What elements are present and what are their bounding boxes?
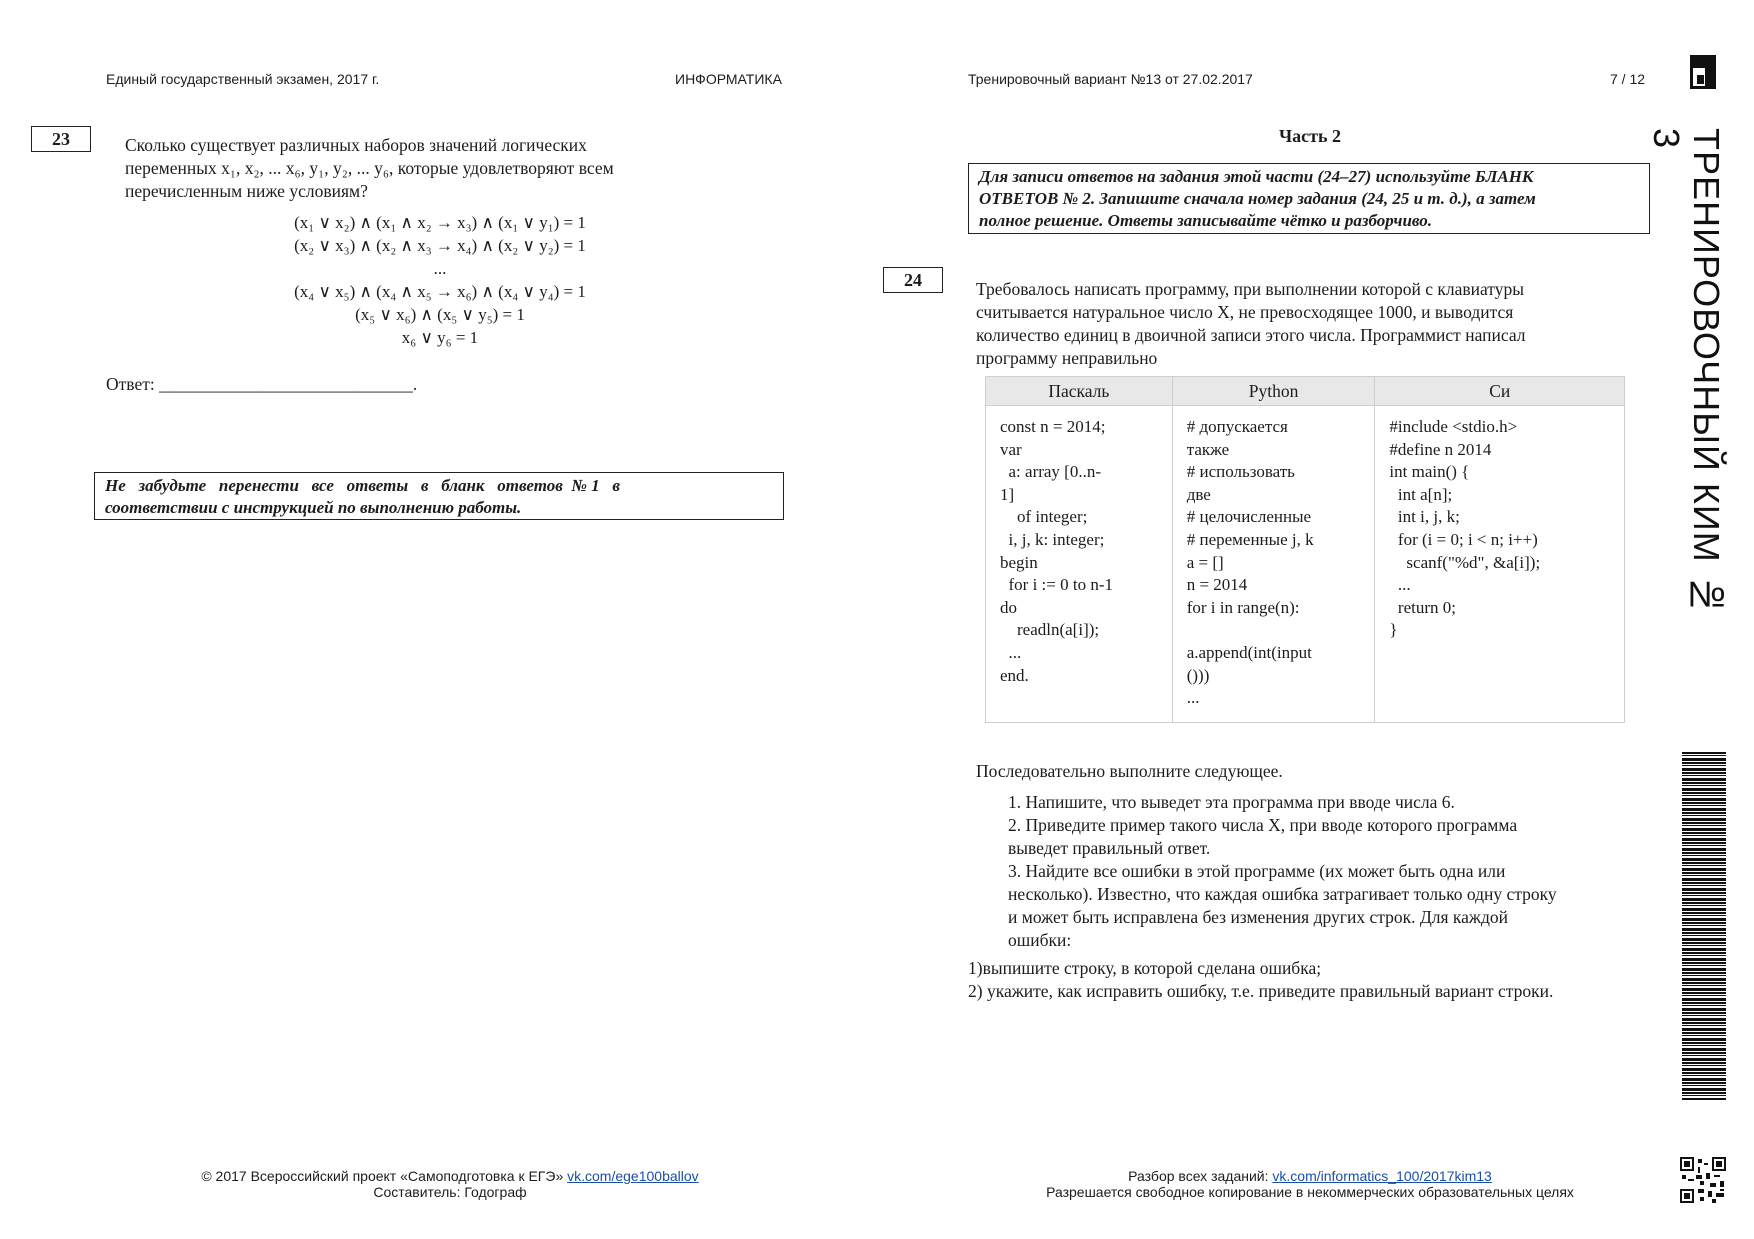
code-line: const n = 2014; [1000,417,1106,436]
code-table [985,376,1625,723]
code-line: for (i = 0; i < n; i++) [1389,529,1538,549]
column-header-pascal: Паскаль [986,377,1173,406]
question-line: Сколько существует различных наборов значений логических [125,135,587,155]
column-header-c: Си [1375,377,1625,406]
task-24-substeps [968,957,1658,1003]
code-line: ... [1000,642,1022,662]
step-line: ошибки: [1008,930,1072,950]
pascal-code [986,406,1173,723]
part-2-title: Часть 2 [1278,126,1342,146]
code-line: a = [] [1186,552,1224,572]
instruction-line: Для записи ответов на задания этой части (24–27) используйте БЛАНК [979,167,1534,186]
intro-line: программу неправильно [976,348,1158,368]
substep-line: 2) укажите, как исправить ошибку, т.е. приведите правильный вариант строки. [968,981,1554,1001]
code-line: scanf("%d", &a[i]); [1389,552,1541,572]
code-line: var [1000,439,1022,459]
c-code [1375,406,1625,723]
instruction-line: полное решение. Ответы записывайте чётко и разборчиво. [979,211,1433,230]
reminder-line: Не забудьте перенести все ответы в бланк ответов № 1 в [105,476,620,495]
code-line: int main() { [1389,462,1470,482]
code-line: for i in range(n): [1186,597,1300,617]
follow-instruction: Последовательно выполните следующее. [976,761,1283,781]
code-line: также [1186,439,1230,459]
equation: ... [433,259,447,278]
footer-copyright: © 2017 Всероссийский проект «Самоподготовка к ЕГЭ» [201,1168,568,1184]
code-line: do [1000,597,1017,617]
header-exam-title: Единый государственный экзамен, 2017 г. [106,71,380,87]
reminder-line: соответствии с инструкцией по выполнению работы. [105,498,522,517]
code-line [1187,619,1361,642]
header-page-number: 7 / 12 [1610,71,1646,87]
code-line: 1] [1000,484,1015,504]
code-line: for i := 0 to n-1 [1000,575,1113,595]
intro-line: количество единиц в двоичной записи этого числа. Программист написал [976,325,1526,345]
question-line: перечисленным ниже условиям? [125,181,368,201]
code-line: #define n 2014 [1389,439,1492,459]
code-line: ())) [1186,665,1210,685]
equation: (x₁ ∨ x₂) ∧ (x₁ ∧ x₂ → x₃) ∧ (x₁ ∨ y₁) = 1 [294,213,586,232]
answer-label: Ответ: [106,374,160,394]
footer-author: Составитель: Годограф [373,1184,527,1200]
task-23-equations [200,211,680,349]
code-line: ... [1389,575,1411,595]
step-line: несколько). Известно, что каждая ошибка затрагивает только одну строку [1008,884,1557,904]
python-code [1172,406,1375,723]
footer-right [1000,1168,1620,1200]
footer-analysis-label: Разбор всех заданий: [1128,1168,1273,1184]
step-line: 2. Приведите пример такого числа X, при вводе которого программа [1008,815,1518,835]
code-line: a.append(int(input [1186,642,1312,662]
code-line: # использовать [1186,462,1295,482]
equation: (x₄ ∨ x₅) ∧ (x₄ ∧ x₅ → x₆) ∧ (x₄ ∨ y₄) = 1 [294,282,586,301]
code-line: n = 2014 [1186,575,1248,595]
code-line: begin [1000,552,1038,572]
task-24-intro [976,278,1636,370]
intro-line: Требовалось написать программу, при выполнении которой с клавиатуры [976,279,1524,299]
task-23-answer [106,373,417,396]
instruction-line: ОТВЕТОВ № 2. Запишите сначала номер задания (24, 25 и т. д.), а затем [979,189,1536,208]
footer-link-analysis[interactable]: vk.com/informatics_100/2017kim13 [1272,1168,1492,1184]
part-2-instructions [968,163,1650,234]
qr-code-icon [1680,1157,1726,1203]
step-line: 3. Найдите все ошибки в этой программе (их может быть одна или [1008,861,1506,881]
question-line: переменных x₁, x₂, ... x₆, y₁, y₂, ... y₆, которые удовлетворяют всем [125,158,614,178]
footer-left [120,1168,780,1200]
task-24-steps [1008,791,1648,952]
step-line: 1. Напишите, что выведет эта программа при вводе числа 6. [1008,792,1455,812]
code-line: # допускается [1186,417,1288,436]
code-line: readln(a[i]); [1000,620,1100,640]
task-23-question [125,134,705,203]
code-line: int i, j, k; [1389,507,1460,527]
code-line: } [1389,620,1398,640]
code-line: # переменные j, k [1186,529,1314,549]
code-line: ... [1186,688,1200,708]
step-line: выведет правильный ответ. [1008,838,1211,858]
code-line: end. [1000,665,1029,685]
step-line: и может быть исправлена без изменения других строк. Для каждой [1008,907,1509,927]
footer-license: Разрешается свободное копирование в некоммерческих образовательных целях [1046,1184,1574,1200]
answer-blank[interactable]: _____________________________. [159,374,418,394]
header-variant: Тренировочный вариант №13 от 27.02.2017 [968,71,1253,87]
equation: (x₅ ∨ x₆) ∧ (x₅ ∨ y₅) = 1 [355,305,525,324]
equation: x₆ ∨ y₆ = 1 [401,328,479,347]
task-23-number: 23 [31,126,91,152]
substep-line: 1)выпишите строку, в которой сделана ошибка; [968,958,1322,978]
task-24-number: 24 [883,267,943,293]
code-line: # целочисленные [1186,507,1312,527]
code-line: a: array [0..n- [1000,462,1102,482]
intro-line: считывается натуральное число X, не превосходящее 1000, и выводится [976,302,1514,322]
code-line: int a[n]; [1389,484,1453,504]
equation: (x₂ ∨ x₃) ∧ (x₂ ∧ x₃ → x₄) ∧ (x₂ ∨ y₂) = 1 [294,236,586,255]
footer-link-project[interactable]: vk.com/ege100ballov [567,1168,699,1184]
barcode-icon [1682,752,1726,1100]
code-line: return 0; [1389,597,1456,617]
code-line: i, j, k: integer; [1000,529,1105,549]
exam-logo-icon [1690,55,1716,89]
code-line: #include <stdio.h> [1389,417,1518,436]
code-line: две [1186,484,1211,504]
code-line: of integer; [1000,507,1088,527]
reminder-box [94,472,784,520]
side-label: ТРЕНИРОВОЧНЫЙ КИМ № 3 [1646,128,1727,616]
header-subject: ИНФОРМАТИКА [675,71,782,87]
column-header-python: Python [1172,377,1375,406]
